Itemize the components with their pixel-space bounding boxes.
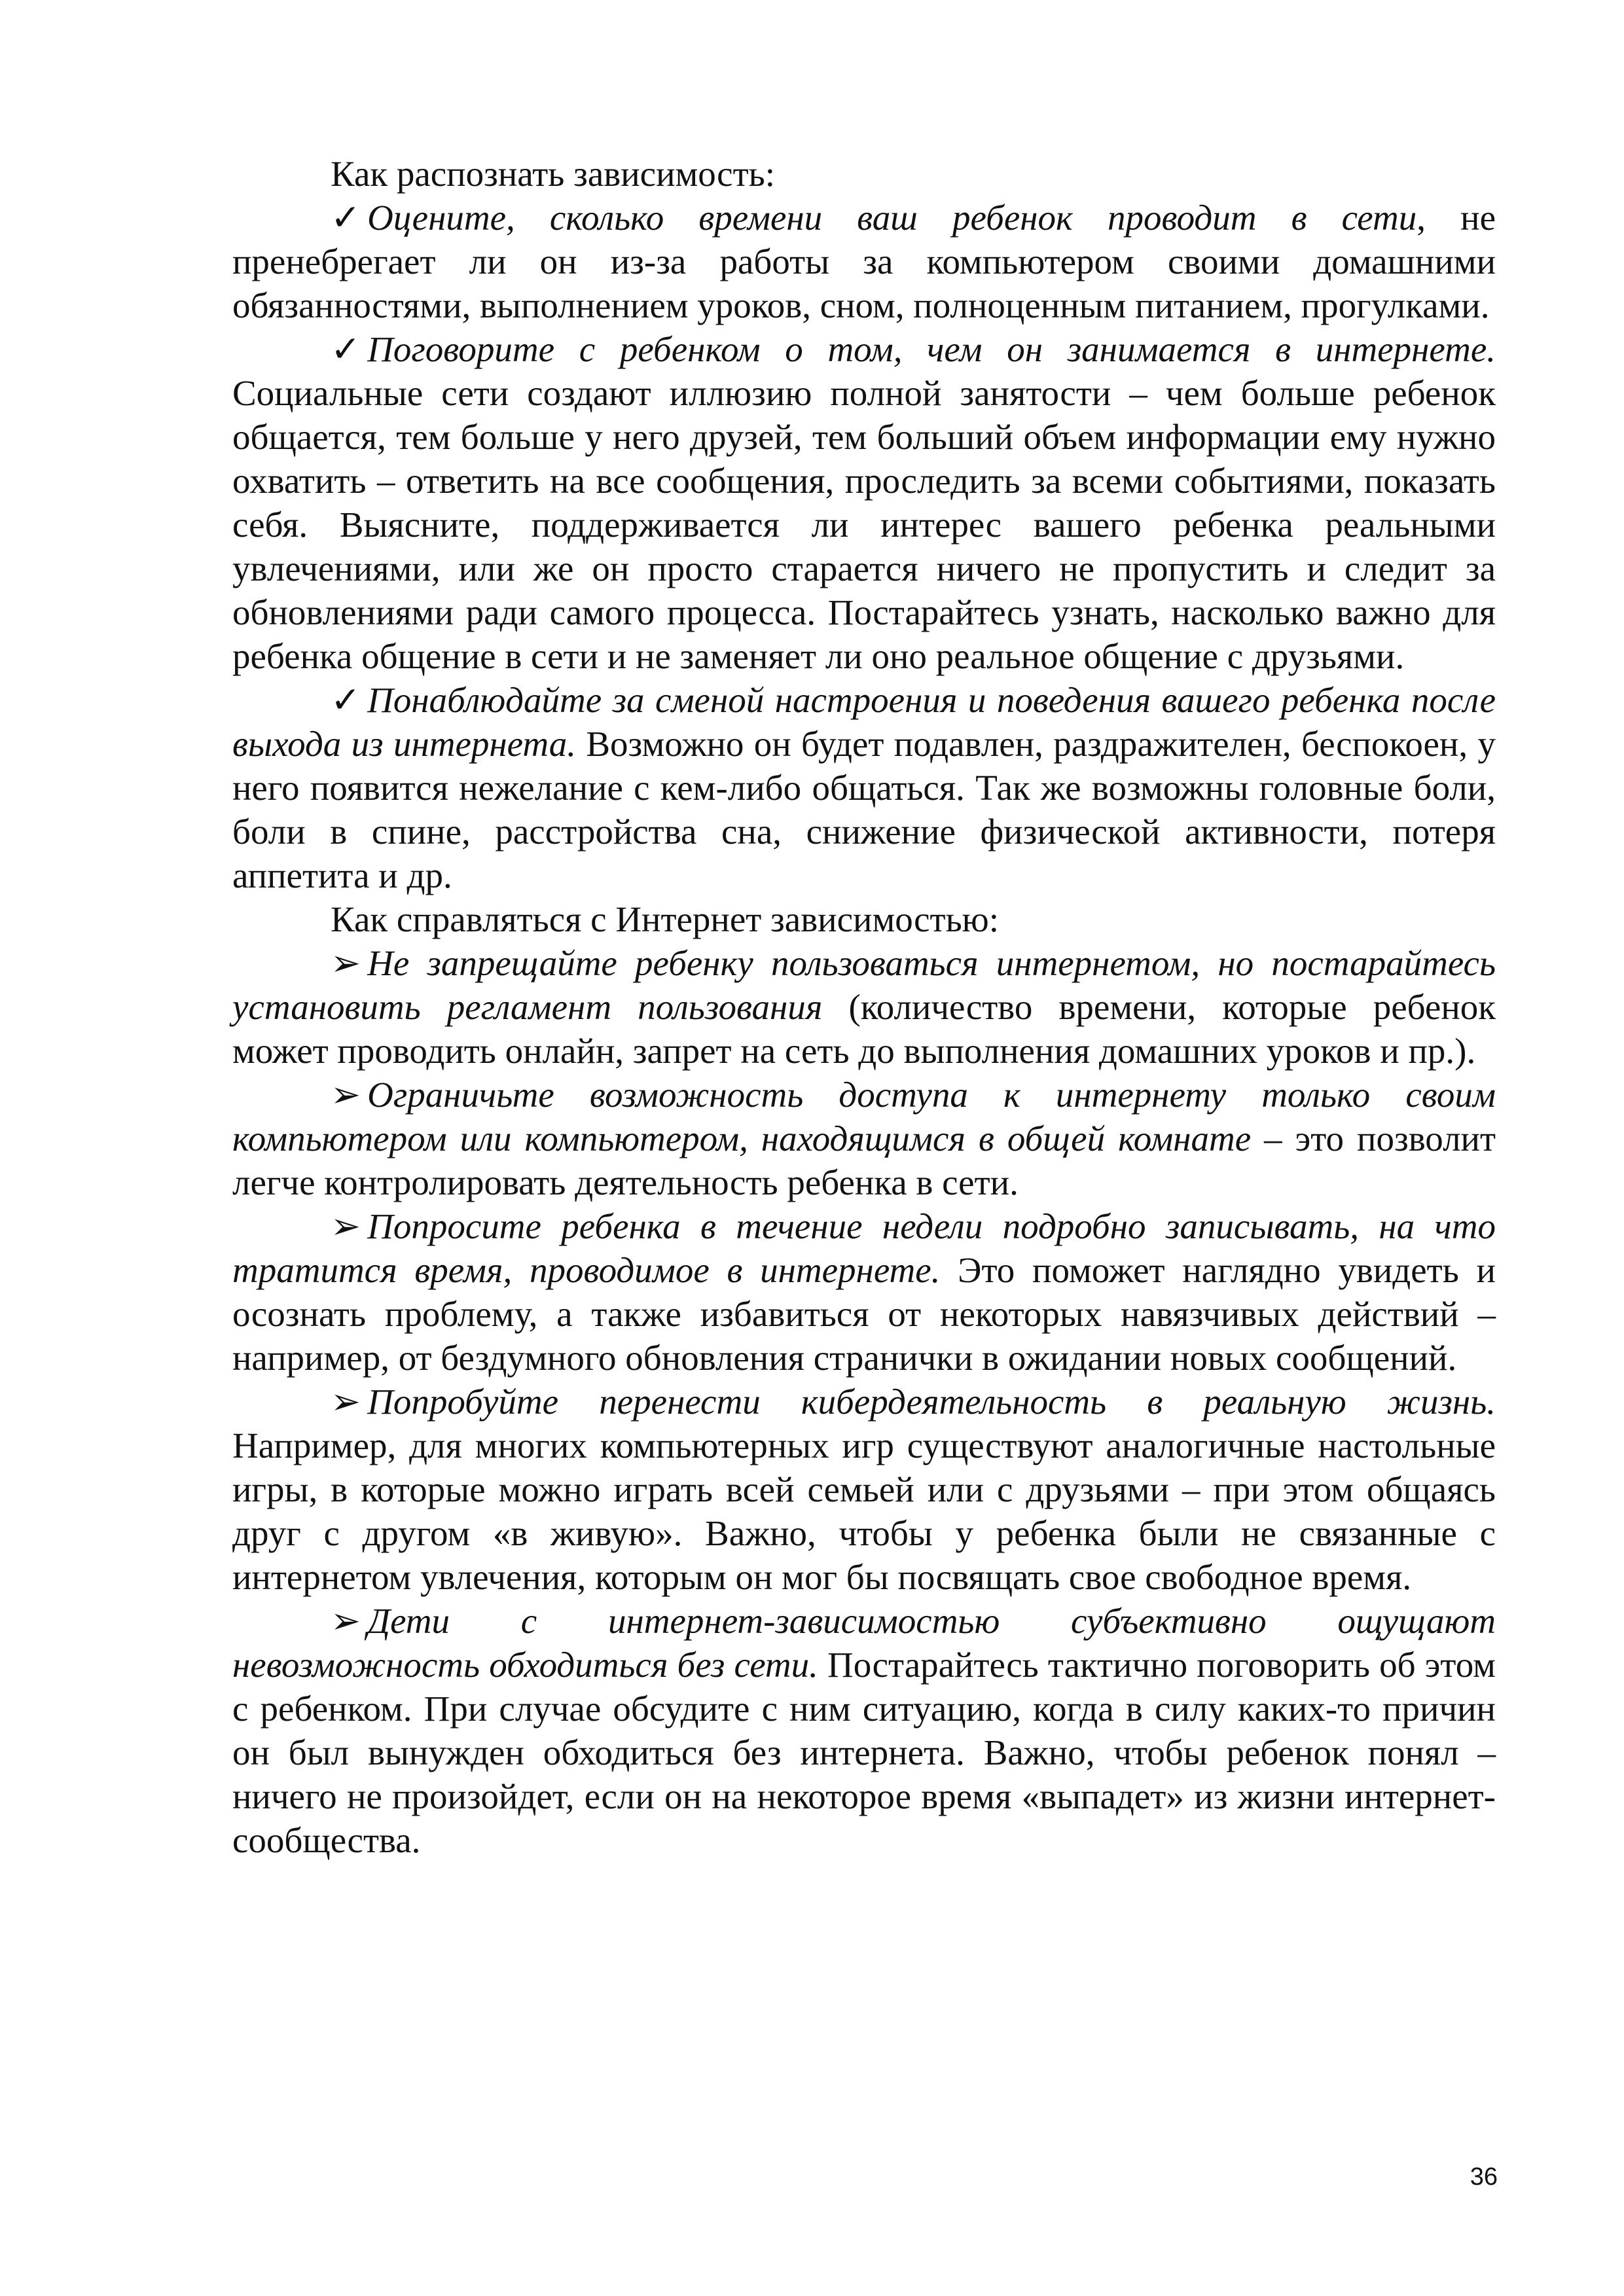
item-text: – это позволит легче контролировать деятельность ребенка в сети.	[232, 1119, 1496, 1202]
item-emphasis: Оцените, сколько времени ваш ребенок проводит в сети	[367, 198, 1417, 238]
checkmark-icon: ✓	[331, 198, 361, 238]
arrowhead-bullet-icon: ➢	[331, 1382, 361, 1422]
item-text: Это поможет наглядно увидеть и осознать проблему, а также избавиться от некоторых навязчивых действий – например, от бездумного обновления странички в ожидании новых сообщений.	[232, 1250, 1496, 1378]
item-text: Возможно он будет подавлен, раздражителен, беспокоен, у него появится нежелание с кем-либо общаться. Так же возможны головные боли, боли в спине, расстройства сна, снижение физической активности, потеря аппетита и др.	[232, 724, 1496, 895]
section-heading-cope: Как справляться с Интернет зависимостью:	[331, 899, 1000, 939]
arrowhead-bullet-icon: ➢	[331, 1206, 361, 1246]
item-emphasis: Понаблюдайте за сменой настроения и поведения вашего ребенка после выхода из интернета.	[232, 680, 1496, 764]
list-item	[232, 1204, 1496, 1380]
item-text: , не пренебрегает ли он из-за работы за компьютером своими домашними обязанностями, выполнением уроков, сном, полноценным питанием, прогулками.	[232, 198, 1496, 325]
item-emphasis: Попробуйте перенести кибердеятельность в реальную жизнь.	[367, 1382, 1496, 1422]
checkmark-icon: ✓	[331, 680, 361, 720]
list-item	[232, 678, 1496, 897]
item-text: Социальные сети создают иллюзию полной занятости – чем больше ребенок общается, тем больше у него друзей, тем больший объем информации ему нужно охватить – ответить на все сообщения, проследить за всеми событиями, показать себя. Выясните, поддерживается ли интерес вашего ребенка реальными увлечениями, или же он просто старается ничего не пропустить и следит за обновлениями ради самого процесса. Постарайтесь узнать, насколько важно для ребенка общение в сети и не заменяет ли оно реальное общение с друзьями.	[232, 373, 1496, 676]
page-content	[232, 152, 1496, 1862]
item-emphasis: Дети с интернет-зависимостью субъективно ощущают невозможность обходиться без сети.	[232, 1601, 1496, 1685]
arrowhead-bullet-icon: ➢	[331, 943, 361, 983]
list-item	[232, 1073, 1496, 1204]
arrowhead-bullet-icon: ➢	[331, 1075, 361, 1115]
list-item	[232, 941, 1496, 1073]
item-emphasis: Ограничьте возможность доступа к интернету только своим компьютером или компьютером, находящимся в общей комнате	[232, 1075, 1496, 1158]
arrowhead-bullet-icon: ➢	[331, 1601, 361, 1641]
item-text: Например, для многих компьютерных игр существуют аналогичные настольные игры, в которые можно играть всей семьей или с друзьями – при этом общаясь друг с другом «в живую». Важно, чтобы у ребенка были не связанные с интернетом увлечения, которым он мог бы посвящать свое свободное время.	[232, 1426, 1496, 1597]
item-emphasis: Попросите ребенка в течение недели подробно записывать, на что тратится время, проводимое в интернете.	[232, 1206, 1496, 1290]
item-emphasis: Не запрещайте ребенку пользоваться интернетом, но постарайтесь установить регламент пользования	[232, 943, 1496, 1027]
list-item	[232, 327, 1496, 678]
item-emphasis: Поговорите с ребенком о том, чем он занимается в интернете.	[367, 329, 1496, 369]
section-heading-recognize: Как распознать зависимость:	[331, 154, 775, 194]
item-text: (количество времени, которые ребенок может проводить онлайн, запрет на сеть до выполнения домашних уроков и пр.).	[232, 987, 1496, 1071]
list-item	[232, 196, 1496, 327]
list-item	[232, 1599, 1496, 1862]
checkmark-icon: ✓	[331, 329, 361, 369]
page-number: 36	[1470, 2163, 1498, 2191]
list-item	[232, 1380, 1496, 1599]
item-text: Постарайтесь тактично поговорить об этом с ребенком. При случае обсудите с ним ситуацию, когда в силу каких-то причин он был вынужден обходиться без интернета. Важно, чтобы ребенок понял – ничего не произойдет, если он на некоторое время «выпадет» из жизни интернет-сообщества.	[232, 1645, 1496, 1860]
